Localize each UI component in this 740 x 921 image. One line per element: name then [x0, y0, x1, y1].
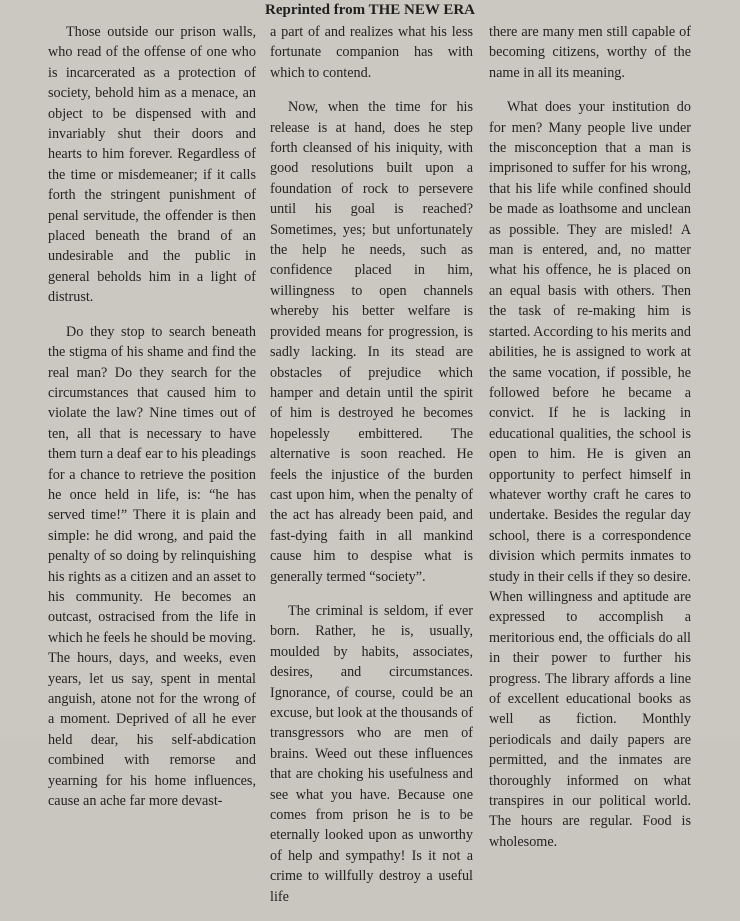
paragraph: What does your institution do for men? Many people live under the misconception that a man is imprisoned to suffer for his wrong, that his life while confined should be made as loathsome and unclean as possible. They are misled! A man is entered, and, no matter what his offence, he is placed on an equal basis with others. Then the task of re-making him is started. According to his merits and abilities, he is assigned to work at the same vocation, if possible, he followed before he became a convict. If he is lacking in educational qualities, the school is open to him. He is given an opportunity to perfect himself in whatever worthy craft he cares to undertake. Besides the regular day school, there is a correspondence division which permits inmates to study in their cells if they so desire. When willingness and aptitude are expressed to accomplish a meritorious end, the officials do all in their power to further his progress. The library affords a line of excellent educational books as well as fiction. Monthly periodicals and daily papers are permitted, and the inmates are thoroughly informed on what transpires in our political world. The hours are regular. Food is wholesome. [489, 99, 691, 850]
paragraph: Do they stop to search beneath the stigma of his shame and find the real man? Do they search for the circumstances that caused him to violate the law? Nine times out of ten, all that is necessary to have them turn a deaf ear to his pleadings for a chance to retrieve the position he once held in life, is: “he has served time!” There it is plain and simple: he did wrong, and paid the penalty of so doing by relinquishing his rights as a citizen and an asset to his community. He becomes an outcast, ostracised from the life in which he feels he should be moving. The hours, days, and weeks, even years, let us say, spent in mental anguish, atone not for the wrong of a moment. Deprived of all he ever held dear, his self-abdication combined with remorse and yearning for his home influences, cause an ache far more devast- [48, 323, 256, 810]
paragraph: Now, when the time for his release is at hand, does he step forth cleansed of his iniquity, with good resolutions built upon a foundation of rock to persevere until his goal is reached? Sometimes, yes; but unfortunately the help he needs, such as confidence placed in him, willingness to open channels whereby his better welfare is provided means for progression, is sadly lacking. In its stead are obstacles of prejudice which hamper and detain until the spirit of him is destroyed he becomes hopelessly embittered. The alternative is soon reached. He feels the injustice of the burden cast upon him, when the penalty of the act has already been paid, and fast-dying faith in all mankind cause him to despise what is generally termed “society”. [270, 99, 473, 585]
paragraph: there are many men still capable of becoming citizens, worthy of the name in all its meaning. [489, 24, 691, 81]
page-header: Reprinted from THE NEW ERA [264, 2, 475, 18]
paragraph: The criminal is seldom, if ever born. Rather, he is, usually, moulded by habits, associates, desires, and circumstances. Ignorance, of course, could be an excuse, but look at the thousands of transgressors who are men of brains. Weed out these influences that are choking his usefulness and see what you have. Because one comes from prison he is to be eternally looked upon as unworthy of help and sympathy! Is it not a crime to willfully destroy a useful life [270, 602, 473, 905]
article-column-1 [48, 22, 256, 825]
paragraph: a part of and realizes what his less fortunate companion has with which to contend. [270, 24, 473, 81]
paragraph: Those outside our prison walls, who read of the offense of one who is incarcerated as a protection of society, behold him as a menace, an object to be dispensed with and invariably shut their doors and hearts to him forever. Regardless of the time or misdemeaner; if it calls forth the stringent punishment of penal servitude, the offender is then placed beneath the brand of an undesirable and the public in general beholds him in a light of distrust. [48, 24, 256, 306]
article-column-2 [270, 22, 473, 921]
